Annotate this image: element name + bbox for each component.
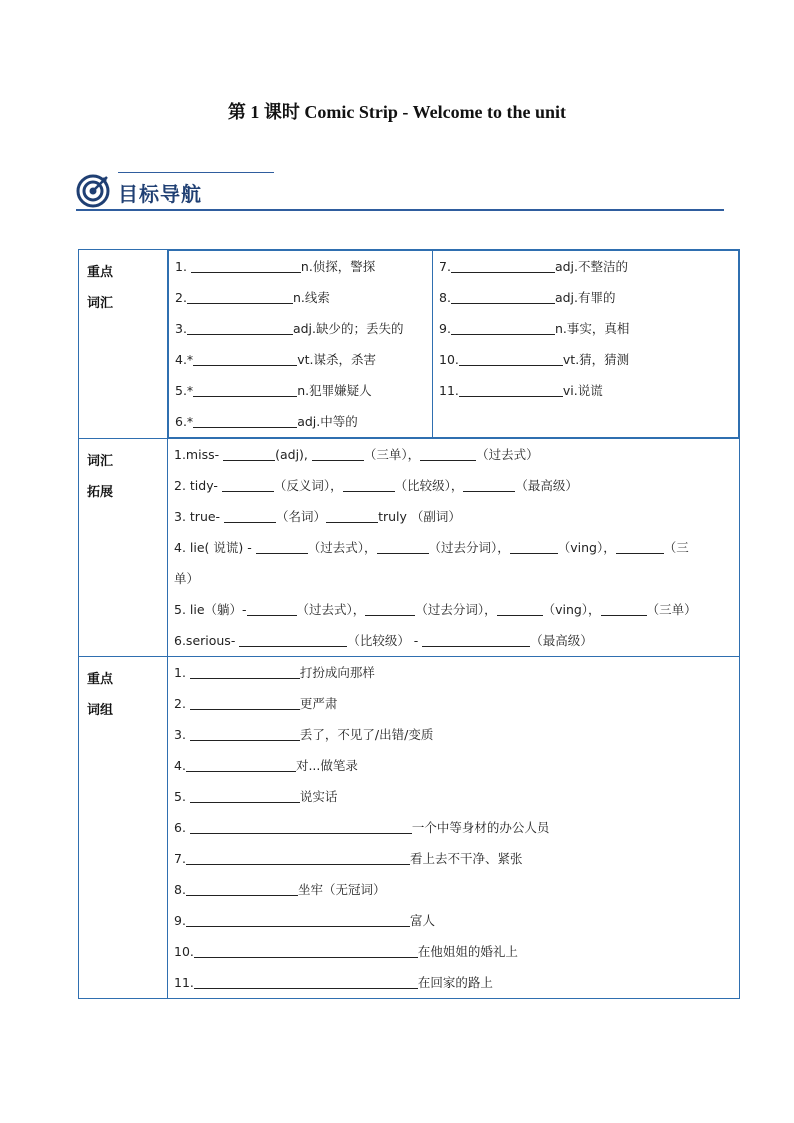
vocab-item: 3. adj.缺少的；丢失的 bbox=[175, 321, 404, 336]
answer-blank[interactable] bbox=[459, 351, 563, 366]
ext-item: 3. true- （名词） truly （副词） bbox=[174, 509, 461, 524]
section-title: 目标导航 bbox=[118, 182, 202, 206]
vocab-item: 11. vi.说谎 bbox=[439, 383, 603, 398]
answer-blank[interactable] bbox=[224, 508, 276, 523]
phrase-item: 4. 对...做笔录 bbox=[174, 758, 358, 773]
phrase-item: 6. 一个中等身材的办公人员 bbox=[174, 820, 550, 835]
category-label: 词组 bbox=[87, 703, 114, 718]
phrase-item: 11. 在回家的路上 bbox=[174, 975, 493, 990]
answer-blank[interactable] bbox=[190, 788, 300, 803]
answer-blank[interactable] bbox=[247, 601, 297, 616]
ext-item: 5. lie（躺）- （过去式）， （过去分词）， （ving）， （三单） bbox=[174, 602, 697, 617]
vocab-item: 7. adj.不整洁的 bbox=[439, 259, 628, 274]
answer-blank[interactable] bbox=[365, 601, 415, 616]
section-header bbox=[76, 170, 724, 212]
phrase-item: 10. 在他姐姐的婚礼上 bbox=[174, 944, 518, 959]
key-vocab-grid bbox=[168, 250, 739, 438]
answer-blank[interactable] bbox=[326, 508, 378, 523]
answer-blank[interactable] bbox=[312, 446, 364, 461]
page-title: 第 1 课时 Comic Strip - Welcome to the unit bbox=[227, 102, 567, 122]
key-vocab-row bbox=[79, 250, 740, 439]
ext-item: 单） bbox=[174, 571, 200, 586]
answer-blank[interactable] bbox=[191, 258, 301, 273]
category-label: 词汇 bbox=[87, 454, 114, 469]
key-vocab-cell bbox=[168, 250, 740, 439]
ext-item: 6.serious- （比较级） - （最高级） bbox=[174, 633, 593, 648]
phrase-item: 2. 更严肃 bbox=[174, 696, 338, 711]
phrase-item: 5. 说实话 bbox=[174, 789, 338, 804]
category-label: 拓展 bbox=[87, 485, 114, 500]
category-label: 重点 bbox=[87, 672, 114, 687]
answer-blank[interactable] bbox=[239, 632, 347, 647]
phrase-item: 3. 丢了，不见了/出错/变质 bbox=[174, 727, 434, 742]
answer-blank[interactable] bbox=[187, 289, 293, 304]
study-table bbox=[78, 249, 740, 999]
target-icon bbox=[76, 174, 110, 208]
vocab-item: 4.* vt.谋杀，杀害 bbox=[175, 352, 376, 367]
vocab-ext-cell bbox=[168, 439, 740, 657]
answer-blank[interactable] bbox=[510, 539, 558, 554]
answer-blank[interactable] bbox=[190, 726, 300, 741]
answer-blank[interactable] bbox=[451, 258, 555, 273]
answer-blank[interactable] bbox=[193, 413, 297, 428]
answer-blank[interactable] bbox=[343, 477, 395, 492]
answer-blank[interactable] bbox=[497, 601, 543, 616]
answer-blank[interactable] bbox=[186, 757, 296, 772]
answer-blank[interactable] bbox=[451, 320, 555, 335]
answer-blank[interactable] bbox=[459, 382, 563, 397]
ext-item: 1.miss- (adj), （三单）， （过去式） bbox=[174, 447, 539, 462]
answer-blank[interactable] bbox=[186, 850, 410, 865]
answer-blank[interactable] bbox=[190, 695, 300, 710]
key-vocab-right-column bbox=[433, 251, 739, 438]
vocab-item: 10. vt.猜，猜测 bbox=[439, 352, 630, 367]
ext-item: 2. tidy- （反义词）， （比较级）， （最高级） bbox=[174, 478, 578, 493]
phrase-item: 8. 坐牢（无冠词） bbox=[174, 882, 386, 897]
ext-item: 4. lie( 说谎) - （过去式）， （过去分词）， （ving）， （三 bbox=[174, 540, 689, 555]
answer-blank[interactable] bbox=[451, 289, 555, 304]
answer-blank[interactable] bbox=[223, 446, 275, 461]
vocab-item: 2. n.线索 bbox=[175, 290, 330, 305]
header-top-line bbox=[118, 172, 274, 173]
section-rule bbox=[76, 209, 724, 211]
phrase-item: 1. 打扮成向那样 bbox=[174, 665, 375, 680]
vocab-ext-row bbox=[79, 439, 740, 657]
answer-blank[interactable] bbox=[193, 382, 297, 397]
answer-blank[interactable] bbox=[422, 632, 530, 647]
answer-blank[interactable] bbox=[420, 446, 476, 461]
answer-blank[interactable] bbox=[463, 477, 515, 492]
vocab-item: 5.* n.犯罪嫌疑人 bbox=[175, 383, 372, 398]
category-label: 词汇 bbox=[87, 296, 114, 311]
answer-blank[interactable] bbox=[190, 664, 300, 679]
answer-blank[interactable] bbox=[194, 943, 418, 958]
answer-blank[interactable] bbox=[194, 974, 418, 989]
answer-blank[interactable] bbox=[186, 912, 410, 927]
answer-blank[interactable] bbox=[377, 539, 429, 554]
phrase-item: 9. 富人 bbox=[174, 913, 435, 928]
answer-blank[interactable] bbox=[190, 819, 412, 834]
answer-blank[interactable] bbox=[186, 881, 298, 896]
answer-blank[interactable] bbox=[601, 601, 647, 616]
answer-blank[interactable] bbox=[616, 539, 664, 554]
key-phrases-row bbox=[79, 657, 740, 999]
answer-blank[interactable] bbox=[256, 539, 308, 554]
key-vocab-left-column bbox=[169, 251, 433, 438]
answer-blank[interactable] bbox=[193, 351, 297, 366]
vocab-item: 8. adj.有罪的 bbox=[439, 290, 616, 305]
vocab-ext-label bbox=[79, 439, 168, 657]
answer-blank[interactable] bbox=[187, 320, 293, 335]
key-vocab-label bbox=[79, 250, 168, 439]
key-phrases-cell bbox=[168, 657, 740, 999]
phrase-item: 7. 看上去不干净、紧张 bbox=[174, 851, 523, 866]
vocab-item: 6.* adj.中等的 bbox=[175, 414, 358, 429]
key-phrases-label bbox=[79, 657, 168, 999]
answer-blank[interactable] bbox=[222, 477, 274, 492]
vocab-item: 1. n.侦探，警探 bbox=[175, 259, 376, 274]
category-label: 重点 bbox=[87, 265, 114, 280]
vocab-item: 9. n.事实，真相 bbox=[439, 321, 630, 336]
